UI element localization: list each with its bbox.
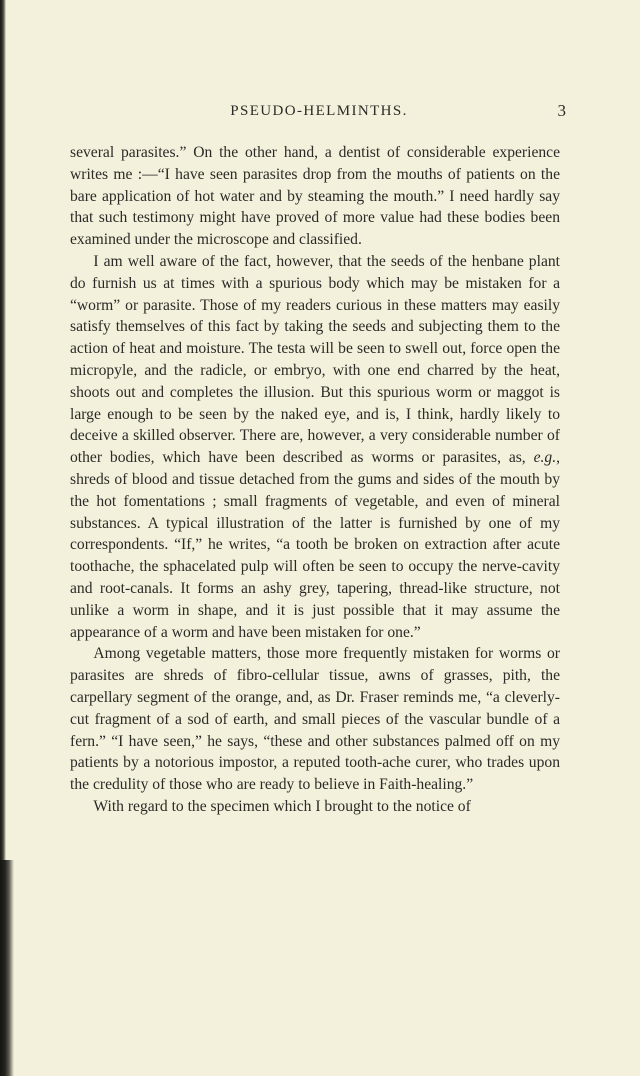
- paragraph-2-italic: e.g.: [533, 449, 557, 467]
- paragraph-2: [70, 251, 560, 643]
- page-header: [72, 103, 566, 125]
- paragraph-2-part-1: I am well aware of the fact, however, that the seeds of the henbane plant do furnish us at times with a spurious body which may be mistaken for a “worm” or parasite. Those of my readers curious in these matters may easily satisfy themselves of this fact by taking the seeds and subjecting them to the action of heat and moisture. The testa will be seen to swell out, force open the micropyle, and the radicle, or embryo, with one end charred by the heat, shoots out and completes the illusion. But this spurious worm or maggot is large enough to be seen by the naked eye, and is, I think, hardly likely to deceive a skilled observer. There are, however, a very considerable number of other bodies, which have been described as worms or parasites, as,: [70, 252, 560, 467]
- paragraph-1: several parasites.” On the other hand, a dentist of considerable experience writes me :—“I have seen parasites drop from the mouths of patients on the bare application of hot water and by steaming the mouth.” I need hardly say that such testimony might have proved of more value had these bodies been examined under the microscope and classified.: [70, 144, 560, 249]
- paragraph-3: Among vegetable matters, those more frequently mistaken for worms or parasites are shreds of fibro-cellular tissue, awns of grasses, pith, the carpellary segment of the orange, and, as Dr. Fraser reminds me, “a cleverly-cut fragment of a sod of earth, and small pieces of the vascular bundle of a fern.” “I have seen,” he says, “these and other substances palmed off on my patients by a notorious impostor, a reputed tooth-ache curer, who trades upon the credulity of those who are ready to believe in Faith-healing.”: [70, 645, 560, 794]
- paragraph-2-part-2: , shreds of blood and tissue detached from the gums and sides of the mouth by the hot fomentations ; small fragments of vegetable, and even of mineral substances. A typical illustration of the latter is furnished by one of my correspondents. “If,” he writes, “a tooth be broken on extraction after acute toothache, the sphacelated pulp will often be seen to occupy the nerve-cavity and root-canals. It forms an ashy grey, tapering, thread-like structure, not unlike a worm in shape, and it is just possible that it may assume the appearance of a worm and have been mistaken for one.”: [70, 449, 560, 641]
- page-number: 3: [557, 101, 566, 120]
- body-text: [70, 142, 560, 818]
- paragraph-4: With regard to the specimen which I brought to the notice of: [93, 797, 471, 815]
- running-head: PSEUDO-HELMINTHS.: [230, 103, 408, 119]
- page-binding-shadow-lower: [0, 860, 14, 1076]
